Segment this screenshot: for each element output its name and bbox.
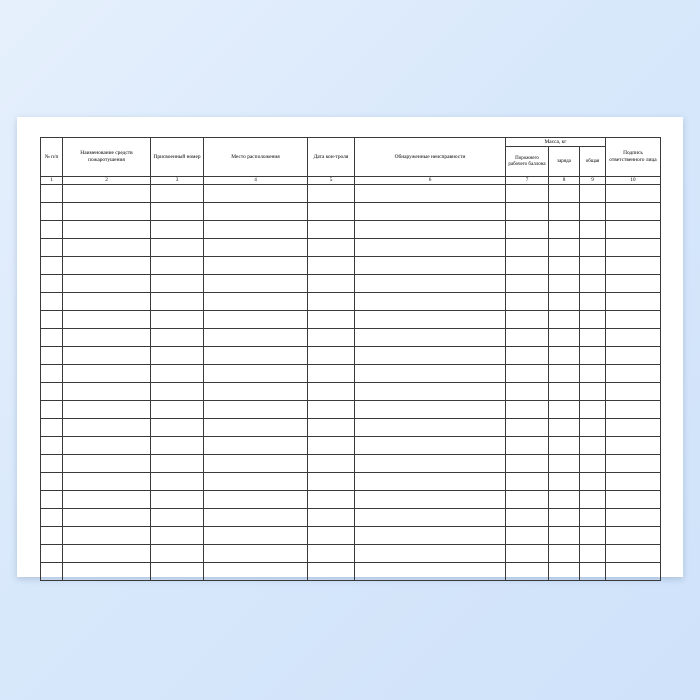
table-cell-empty[interactable] xyxy=(506,437,549,455)
table-row[interactable] xyxy=(41,221,661,239)
table-row[interactable] xyxy=(41,329,661,347)
table-cell-empty[interactable] xyxy=(151,509,204,527)
table-cell-empty[interactable] xyxy=(204,545,308,563)
table-cell-empty[interactable] xyxy=(308,365,355,383)
table-cell-empty[interactable] xyxy=(151,491,204,509)
table-cell-empty[interactable] xyxy=(204,293,308,311)
table-cell-empty[interactable] xyxy=(204,383,308,401)
table-cell-empty[interactable] xyxy=(151,473,204,491)
col-number-5: 5 xyxy=(308,177,355,185)
table-cell-empty[interactable] xyxy=(41,491,63,509)
table-cell-empty[interactable] xyxy=(580,275,606,293)
table-row[interactable] xyxy=(41,527,661,545)
table-cell-empty[interactable] xyxy=(506,185,549,203)
table-cell-empty[interactable] xyxy=(41,455,63,473)
table-cell-empty[interactable] xyxy=(63,545,151,563)
table-cell-empty[interactable] xyxy=(151,401,204,419)
table-cell-empty[interactable] xyxy=(308,311,355,329)
table-row[interactable] xyxy=(41,401,661,419)
table-cell-empty[interactable] xyxy=(204,491,308,509)
table-row[interactable] xyxy=(41,491,661,509)
table-cell-empty[interactable] xyxy=(204,437,308,455)
table-cell-empty[interactable] xyxy=(549,455,580,473)
table-cell-empty[interactable] xyxy=(204,221,308,239)
table-row[interactable] xyxy=(41,419,661,437)
table-cell-empty[interactable] xyxy=(549,491,580,509)
table-cell-empty[interactable] xyxy=(549,293,580,311)
table-cell-empty[interactable] xyxy=(580,527,606,545)
header-cell-location: Место расположения xyxy=(204,138,308,177)
table-cell-empty[interactable] xyxy=(606,491,661,509)
table-cell-empty[interactable] xyxy=(308,185,355,203)
table-cell-empty[interactable] xyxy=(355,527,506,545)
table-cell-empty[interactable] xyxy=(506,293,549,311)
table-cell-empty[interactable] xyxy=(355,185,506,203)
table-cell-empty[interactable] xyxy=(606,437,661,455)
table-cell-empty[interactable] xyxy=(580,293,606,311)
table-cell-empty[interactable] xyxy=(308,401,355,419)
table-cell-empty[interactable] xyxy=(506,509,549,527)
table-cell-empty[interactable] xyxy=(580,311,606,329)
table-cell-empty[interactable] xyxy=(355,491,506,509)
table-cell-empty[interactable] xyxy=(308,455,355,473)
table-cell-empty[interactable] xyxy=(606,185,661,203)
table-cell-empty[interactable] xyxy=(606,293,661,311)
table-cell-empty[interactable] xyxy=(63,203,151,221)
table-cell-empty[interactable] xyxy=(308,509,355,527)
table-cell-empty[interactable] xyxy=(580,347,606,365)
table-cell-empty[interactable] xyxy=(549,437,580,455)
table-cell-empty[interactable] xyxy=(355,293,506,311)
table-cell-empty[interactable] xyxy=(151,455,204,473)
table-cell-empty[interactable] xyxy=(549,203,580,221)
header-cell-mass-charge: заряда xyxy=(549,147,580,177)
table-cell-empty[interactable] xyxy=(151,437,204,455)
table-cell-empty[interactable] xyxy=(355,419,506,437)
table-cell-empty[interactable] xyxy=(549,185,580,203)
table-cell-empty[interactable] xyxy=(308,347,355,365)
header-cell-name: Наименование средств пожаротушения xyxy=(63,138,151,177)
table-cell-empty[interactable] xyxy=(308,293,355,311)
table-cell-empty[interactable] xyxy=(41,545,63,563)
table-cell-empty[interactable] xyxy=(606,275,661,293)
table-cell-empty[interactable] xyxy=(151,329,204,347)
table-cell-empty[interactable] xyxy=(580,473,606,491)
table-cell-empty[interactable] xyxy=(355,329,506,347)
table-cell-empty[interactable] xyxy=(506,329,549,347)
table-cell-empty[interactable] xyxy=(41,383,63,401)
table-cell-empty[interactable] xyxy=(606,473,661,491)
table-cell-empty[interactable] xyxy=(606,221,661,239)
table-cell-empty[interactable] xyxy=(41,293,63,311)
table-cell-empty[interactable] xyxy=(151,239,204,257)
table-cell-empty[interactable] xyxy=(204,311,308,329)
table-cell-empty[interactable] xyxy=(151,419,204,437)
table-cell-empty[interactable] xyxy=(355,239,506,257)
table-cell-empty[interactable] xyxy=(355,455,506,473)
table-cell-empty[interactable] xyxy=(63,437,151,455)
table-cell-empty[interactable] xyxy=(41,275,63,293)
table-cell-empty[interactable] xyxy=(506,527,549,545)
table-cell-empty[interactable] xyxy=(204,347,308,365)
table-cell-empty[interactable] xyxy=(580,329,606,347)
table-row[interactable] xyxy=(41,563,661,581)
table-cell-empty[interactable] xyxy=(41,365,63,383)
table-cell-empty[interactable] xyxy=(308,527,355,545)
table-cell-empty[interactable] xyxy=(308,545,355,563)
table-body xyxy=(41,185,661,581)
table-cell-empty[interactable] xyxy=(606,455,661,473)
table-cell-empty[interactable] xyxy=(506,563,549,581)
col-number-9: 9 xyxy=(580,177,606,185)
table-cell-empty[interactable] xyxy=(63,185,151,203)
table-cell-empty[interactable] xyxy=(580,239,606,257)
table-cell-empty[interactable] xyxy=(580,491,606,509)
table-cell-empty[interactable] xyxy=(580,185,606,203)
table-cell-empty[interactable] xyxy=(151,383,204,401)
header-row-numbers xyxy=(41,177,661,185)
header-cell-mass-group: Масса, кг xyxy=(506,138,606,147)
table-cell-empty[interactable] xyxy=(41,473,63,491)
table-cell-empty[interactable] xyxy=(355,437,506,455)
table-cell-empty[interactable] xyxy=(549,257,580,275)
table-cell-empty[interactable] xyxy=(41,527,63,545)
table-cell-empty[interactable] xyxy=(308,563,355,581)
table-cell-empty[interactable] xyxy=(580,383,606,401)
table-cell-empty[interactable] xyxy=(580,203,606,221)
table-cell-empty[interactable] xyxy=(355,401,506,419)
table-cell-empty[interactable] xyxy=(63,275,151,293)
table-cell-empty[interactable] xyxy=(41,401,63,419)
table-cell-empty[interactable] xyxy=(506,365,549,383)
table-cell-empty[interactable] xyxy=(606,419,661,437)
table-cell-empty[interactable] xyxy=(606,383,661,401)
table-cell-empty[interactable] xyxy=(63,257,151,275)
table-cell-empty[interactable] xyxy=(308,419,355,437)
table-cell-empty[interactable] xyxy=(355,563,506,581)
table-cell-empty[interactable] xyxy=(204,527,308,545)
table-row[interactable] xyxy=(41,203,661,221)
table-cell-empty[interactable] xyxy=(606,365,661,383)
table-cell-empty[interactable] xyxy=(355,347,506,365)
table-cell-empty[interactable] xyxy=(41,329,63,347)
table-cell-empty[interactable] xyxy=(308,275,355,293)
header-cell-number: № п/п xyxy=(41,138,63,177)
table-cell-empty[interactable] xyxy=(63,239,151,257)
table-cell-empty[interactable] xyxy=(549,419,580,437)
table-cell-empty[interactable] xyxy=(63,311,151,329)
table-cell-empty[interactable] xyxy=(506,347,549,365)
table-cell-empty[interactable] xyxy=(606,401,661,419)
table-cell-empty[interactable] xyxy=(580,365,606,383)
col-number-2: 2 xyxy=(63,177,151,185)
table-cell-empty[interactable] xyxy=(506,221,549,239)
table-cell-empty[interactable] xyxy=(204,275,308,293)
table-cell-empty[interactable] xyxy=(63,347,151,365)
table-cell-empty[interactable] xyxy=(151,185,204,203)
table-cell-empty[interactable] xyxy=(580,419,606,437)
table-cell-empty[interactable] xyxy=(151,275,204,293)
col-number-4: 4 xyxy=(204,177,308,185)
table-cell-empty[interactable] xyxy=(41,347,63,365)
table-cell-empty[interactable] xyxy=(63,293,151,311)
table-header xyxy=(41,138,661,185)
table-cell-empty[interactable] xyxy=(506,455,549,473)
table-cell-empty[interactable] xyxy=(41,203,63,221)
table-cell-empty[interactable] xyxy=(506,203,549,221)
table-cell-empty[interactable] xyxy=(506,383,549,401)
table-row[interactable] xyxy=(41,437,661,455)
table-cell-empty[interactable] xyxy=(151,527,204,545)
table-cell-empty[interactable] xyxy=(549,221,580,239)
table-cell-empty[interactable] xyxy=(606,257,661,275)
table-cell-empty[interactable] xyxy=(606,347,661,365)
table-cell-empty[interactable] xyxy=(606,545,661,563)
table-cell-empty[interactable] xyxy=(41,185,63,203)
table-cell-empty[interactable] xyxy=(63,527,151,545)
table-cell-empty[interactable] xyxy=(308,383,355,401)
table-cell-empty[interactable] xyxy=(151,221,204,239)
table-cell-empty[interactable] xyxy=(308,221,355,239)
table-cell-empty[interactable] xyxy=(580,455,606,473)
header-cell-assigned-number: Присвоенный номер xyxy=(151,138,204,177)
table-cell-empty[interactable] xyxy=(506,311,549,329)
table-cell-empty[interactable] xyxy=(41,239,63,257)
table-row[interactable] xyxy=(41,185,661,203)
header-cell-faults: Обнаруженные неисправности xyxy=(355,138,506,177)
header-row-main xyxy=(41,138,661,147)
table-cell-empty[interactable] xyxy=(151,203,204,221)
table-row[interactable] xyxy=(41,257,661,275)
table-cell-empty[interactable] xyxy=(580,257,606,275)
table-row[interactable] xyxy=(41,293,661,311)
table-cell-empty[interactable] xyxy=(204,401,308,419)
table-cell-empty[interactable] xyxy=(549,509,580,527)
table-cell-empty[interactable] xyxy=(63,329,151,347)
table-cell-empty[interactable] xyxy=(204,509,308,527)
table-cell-empty[interactable] xyxy=(606,527,661,545)
header-cell-signature: Подпись ответственного лица xyxy=(606,138,661,177)
table-cell-empty[interactable] xyxy=(506,473,549,491)
table-cell-empty[interactable] xyxy=(506,419,549,437)
col-number-3: 3 xyxy=(151,177,204,185)
table-cell-empty[interactable] xyxy=(41,419,63,437)
table-cell-empty[interactable] xyxy=(580,401,606,419)
table-cell-empty[interactable] xyxy=(355,257,506,275)
table-cell-empty[interactable] xyxy=(506,257,549,275)
table-cell-empty[interactable] xyxy=(204,365,308,383)
table-cell-empty[interactable] xyxy=(580,545,606,563)
header-cell-mass-empty-cylinder: Порожнего рабочего баллона xyxy=(506,147,549,177)
table-cell-empty[interactable] xyxy=(549,401,580,419)
table-cell-empty[interactable] xyxy=(506,545,549,563)
table-cell-empty[interactable] xyxy=(308,257,355,275)
table-cell-empty[interactable] xyxy=(41,437,63,455)
table-cell-empty[interactable] xyxy=(606,203,661,221)
table-cell-empty[interactable] xyxy=(549,365,580,383)
table-cell-empty[interactable] xyxy=(606,329,661,347)
table-cell-empty[interactable] xyxy=(308,239,355,257)
paper-sheet xyxy=(17,117,683,577)
table-cell-empty[interactable] xyxy=(204,455,308,473)
header-cell-mass-total: общая xyxy=(580,147,606,177)
table-cell-empty[interactable] xyxy=(308,491,355,509)
table-cell-empty[interactable] xyxy=(151,311,204,329)
table-row[interactable] xyxy=(41,473,661,491)
table-cell-empty[interactable] xyxy=(506,239,549,257)
table-row[interactable] xyxy=(41,455,661,473)
table-cell-empty[interactable] xyxy=(63,365,151,383)
table-cell-empty[interactable] xyxy=(308,203,355,221)
col-number-6: 6 xyxy=(355,177,506,185)
table-cell-empty[interactable] xyxy=(580,509,606,527)
table-row[interactable] xyxy=(41,239,661,257)
table-cell-empty[interactable] xyxy=(355,509,506,527)
table-cell-empty[interactable] xyxy=(506,401,549,419)
table-cell-empty[interactable] xyxy=(355,473,506,491)
table-cell-empty[interactable] xyxy=(606,311,661,329)
table-cell-empty[interactable] xyxy=(506,275,549,293)
table-row[interactable] xyxy=(41,275,661,293)
fire-extinguisher-control-journal-table xyxy=(40,137,661,581)
table-cell-empty[interactable] xyxy=(151,293,204,311)
table-cell-empty[interactable] xyxy=(606,563,661,581)
table-cell-empty[interactable] xyxy=(549,563,580,581)
table-cell-empty[interactable] xyxy=(580,563,606,581)
table-cell-empty[interactable] xyxy=(204,257,308,275)
table-cell-empty[interactable] xyxy=(355,311,506,329)
table-cell-empty[interactable] xyxy=(41,221,63,239)
table-cell-empty[interactable] xyxy=(549,545,580,563)
table-cell-empty[interactable] xyxy=(549,239,580,257)
table-row[interactable] xyxy=(41,545,661,563)
col-number-1: 1 xyxy=(41,177,63,185)
header-cell-control-date: Дата кон-троля xyxy=(308,138,355,177)
table-cell-empty[interactable] xyxy=(151,257,204,275)
table-cell-empty[interactable] xyxy=(308,329,355,347)
table-cell-empty[interactable] xyxy=(549,527,580,545)
table-cell-empty[interactable] xyxy=(355,365,506,383)
table-cell-empty[interactable] xyxy=(549,473,580,491)
table-cell-empty[interactable] xyxy=(355,203,506,221)
table-cell-empty[interactable] xyxy=(63,563,151,581)
table-cell-empty[interactable] xyxy=(63,455,151,473)
table-cell-empty[interactable] xyxy=(549,329,580,347)
table-cell-empty[interactable] xyxy=(204,563,308,581)
table-row[interactable] xyxy=(41,509,661,527)
table-cell-empty[interactable] xyxy=(41,311,63,329)
table-cell-empty[interactable] xyxy=(204,239,308,257)
table-cell-empty[interactable] xyxy=(355,545,506,563)
table-cell-empty[interactable] xyxy=(151,563,204,581)
table-cell-empty[interactable] xyxy=(580,221,606,239)
table-cell-empty[interactable] xyxy=(506,491,549,509)
table-row[interactable] xyxy=(41,365,661,383)
table-cell-empty[interactable] xyxy=(308,473,355,491)
table-cell-empty[interactable] xyxy=(63,383,151,401)
table-cell-empty[interactable] xyxy=(204,419,308,437)
table-cell-empty[interactable] xyxy=(151,347,204,365)
table-cell-empty[interactable] xyxy=(606,239,661,257)
table-cell-empty[interactable] xyxy=(355,383,506,401)
table-cell-empty[interactable] xyxy=(63,401,151,419)
table-cell-empty[interactable] xyxy=(151,545,204,563)
table-cell-empty[interactable] xyxy=(41,257,63,275)
table-cell-empty[interactable] xyxy=(204,473,308,491)
table-cell-empty[interactable] xyxy=(204,329,308,347)
col-number-8: 8 xyxy=(549,177,580,185)
col-number-10: 10 xyxy=(606,177,661,185)
col-number-7: 7 xyxy=(506,177,549,185)
table-cell-empty[interactable] xyxy=(41,563,63,581)
table-cell-empty[interactable] xyxy=(606,509,661,527)
table-cell-empty[interactable] xyxy=(63,473,151,491)
table-cell-empty[interactable] xyxy=(63,221,151,239)
table-cell-empty[interactable] xyxy=(41,509,63,527)
table-cell-empty[interactable] xyxy=(63,491,151,509)
table-cell-empty[interactable] xyxy=(549,275,580,293)
table-row[interactable] xyxy=(41,311,661,329)
table-cell-empty[interactable] xyxy=(549,311,580,329)
table-cell-empty[interactable] xyxy=(63,509,151,527)
table-cell-empty[interactable] xyxy=(549,383,580,401)
table-cell-empty[interactable] xyxy=(151,365,204,383)
table-row[interactable] xyxy=(41,383,661,401)
table-cell-empty[interactable] xyxy=(204,185,308,203)
table-row[interactable] xyxy=(41,347,661,365)
table-cell-empty[interactable] xyxy=(308,437,355,455)
table-cell-empty[interactable] xyxy=(355,275,506,293)
table-cell-empty[interactable] xyxy=(63,419,151,437)
table-cell-empty[interactable] xyxy=(204,203,308,221)
table-cell-empty[interactable] xyxy=(580,437,606,455)
table-cell-empty[interactable] xyxy=(549,347,580,365)
journal-table-container xyxy=(40,137,660,581)
table-cell-empty[interactable] xyxy=(355,221,506,239)
